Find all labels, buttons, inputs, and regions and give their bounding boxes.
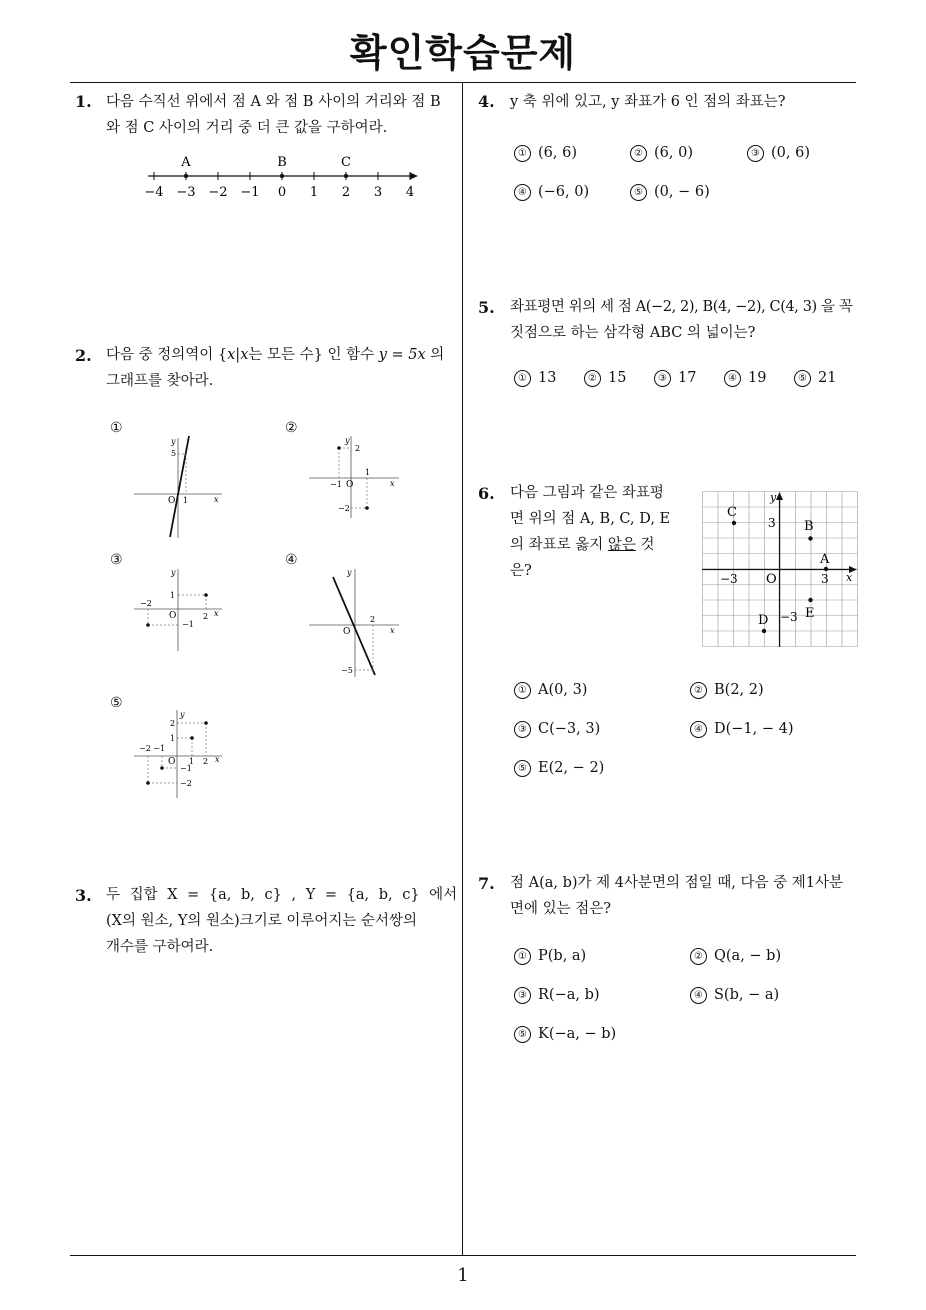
circled-one-icon: ① bbox=[514, 145, 531, 162]
circled-five-icon: ⑤ bbox=[630, 184, 647, 201]
q2-number: 2. bbox=[75, 346, 92, 365]
q1-number-line bbox=[140, 150, 430, 202]
q7-option-5[interactable]: ⑤ K(−a, − b) bbox=[514, 1026, 616, 1043]
svg-text:O: O bbox=[766, 572, 777, 587]
q5-number: 5. bbox=[478, 298, 495, 317]
q6-number: 6. bbox=[478, 484, 495, 503]
q6-option-5[interactable]: ⑤ E(2, − 2) bbox=[514, 760, 604, 777]
circled-three-icon: ③ bbox=[747, 145, 764, 162]
svg-text:−1: −1 bbox=[182, 620, 194, 629]
q7-option-1[interactable]: ① P(b, a) bbox=[514, 948, 586, 965]
svg-text:2: 2 bbox=[170, 719, 176, 728]
svg-text:y: y bbox=[180, 710, 185, 719]
q7-option-2[interactable]: ② Q(a, − b) bbox=[690, 948, 781, 965]
svg-text:y: y bbox=[345, 436, 350, 445]
q5-text: 좌표평면 위의 세 점 A(−2, 2), B(4, −2), C(4, 3) 을 꼭 짓점으로 하는 삼각형 ABC 의 넓이는? bbox=[510, 299, 853, 341]
circled-three-icon: ③ bbox=[514, 721, 531, 738]
number-line-tick-label: 2 bbox=[341, 185, 351, 200]
page-title: 확인학습문제 bbox=[349, 31, 577, 75]
number-line-point-label: B bbox=[277, 155, 287, 170]
point-A-label: A bbox=[820, 552, 830, 567]
q4-option-5[interactable]: ⑤ (0, − 6) bbox=[630, 184, 710, 201]
svg-text:−5: −5 bbox=[341, 666, 353, 675]
circled-five-icon: ⑤ bbox=[514, 760, 531, 777]
q7-text: 점 A(a, b)가 제 4사분면의 점일 때, 다음 중 제1사분 면에 있는 점은? bbox=[510, 875, 843, 917]
q4-option-4[interactable]: ④ (−6, 0) bbox=[514, 184, 589, 201]
svg-text:x: x bbox=[846, 571, 853, 584]
circled-four-icon: ④ bbox=[514, 184, 531, 201]
number-line-tick-label: −3 bbox=[176, 185, 196, 200]
number-line-tick-label: −2 bbox=[208, 185, 228, 200]
number-line-point bbox=[280, 174, 284, 178]
svg-text:−2: −2 bbox=[180, 779, 192, 788]
q4-text: y 축 위에 있고, y 좌표가 6 인 점의 좌표는? bbox=[510, 94, 786, 110]
q2-graph-4-label: ④ bbox=[285, 552, 298, 568]
number-line-point-label: C bbox=[341, 155, 351, 170]
circled-one-icon: ① bbox=[514, 370, 531, 387]
q2-graph-1-label: ① bbox=[110, 420, 123, 436]
svg-text:2: 2 bbox=[203, 757, 209, 766]
q4-option-3[interactable]: ③ (0, 6) bbox=[747, 145, 810, 162]
q4-option-1[interactable]: ① (6, 6) bbox=[514, 145, 577, 162]
svg-text:y: y bbox=[770, 491, 777, 504]
number-line-tick-label: 4 bbox=[405, 185, 415, 200]
column-divider bbox=[462, 83, 463, 1255]
q3-text: 두 집합 X = {a, b, c} , Y = {a, b, c} 에서 (X의 원소, Y의 원소)크기로 이루어지는 순서쌍의 개수를 구하여라. bbox=[106, 887, 458, 955]
svg-text:O: O bbox=[343, 627, 351, 637]
circled-three-icon: ③ bbox=[514, 987, 531, 1004]
circled-four-icon: ④ bbox=[690, 987, 707, 1004]
bottom-rule bbox=[70, 1255, 856, 1256]
svg-text:2: 2 bbox=[370, 615, 376, 624]
q6-option-1[interactable]: ① A(0, 3) bbox=[514, 682, 587, 699]
q2-graph-3 bbox=[130, 565, 230, 655]
q7-option-4[interactable]: ④ S(b, − a) bbox=[690, 987, 779, 1004]
circled-three-icon: ③ bbox=[654, 370, 671, 387]
point-E-label: E bbox=[805, 606, 815, 621]
q6-emphasis: 않은 bbox=[607, 537, 636, 553]
q2-graph-1 bbox=[130, 432, 230, 542]
q6-coordinate-grid bbox=[702, 491, 858, 647]
svg-text:x: x bbox=[390, 479, 395, 488]
svg-text:O: O bbox=[346, 480, 354, 490]
circled-five-icon: ⑤ bbox=[514, 1026, 531, 1043]
svg-text:x: x bbox=[390, 626, 395, 635]
q2-graph-4 bbox=[305, 565, 405, 680]
svg-text:−2: −2 bbox=[338, 504, 350, 513]
q5-option-1[interactable]: ① 13 bbox=[514, 370, 556, 387]
q5-option-5[interactable]: ⑤ 21 bbox=[794, 370, 836, 387]
q4-number: 4. bbox=[478, 92, 495, 111]
svg-text:−2 −1: −2 −1 bbox=[139, 744, 166, 753]
svg-text:2: 2 bbox=[203, 612, 209, 621]
svg-text:2: 2 bbox=[355, 444, 361, 453]
number-line-tick-label: 1 bbox=[309, 185, 319, 200]
svg-text:y: y bbox=[171, 568, 176, 577]
circled-five-icon: ⑤ bbox=[794, 370, 811, 387]
point-D-label: D bbox=[758, 613, 769, 628]
q5-option-3[interactable]: ③ 17 bbox=[654, 370, 696, 387]
svg-text:x: x bbox=[215, 755, 220, 764]
page-number: 1 bbox=[457, 1265, 469, 1286]
number-line-tick-label: 0 bbox=[277, 185, 287, 200]
q5-option-4[interactable]: ④ 19 bbox=[724, 370, 766, 387]
q2-text: 다음 중 정의역이 {x|x는 모든 수} 인 함수 y = 5x 의 그래프를 찾아라. bbox=[106, 347, 445, 389]
svg-text:5: 5 bbox=[171, 449, 177, 458]
svg-text:1: 1 bbox=[183, 496, 189, 505]
q2-graph-5-label: ⑤ bbox=[110, 695, 123, 711]
circled-two-icon: ② bbox=[690, 948, 707, 965]
circled-four-icon: ④ bbox=[724, 370, 741, 387]
number-line-point bbox=[344, 174, 348, 178]
q4-option-2[interactable]: ② (6, 0) bbox=[630, 145, 693, 162]
q6-text: 다음 그림과 같은 좌표평 면 위의 점 A, B, C, D, E 의 좌표로 옳지 않은 것 은? bbox=[510, 485, 671, 579]
q7-option-3[interactable]: ③ R(−a, b) bbox=[514, 987, 600, 1004]
svg-text:−3: −3 bbox=[720, 572, 738, 586]
svg-text:y: y bbox=[347, 568, 352, 577]
number-line-tick-label: 3 bbox=[373, 185, 383, 200]
q5-option-2[interactable]: ② 15 bbox=[584, 370, 626, 387]
point-B-label: B bbox=[804, 519, 814, 534]
point-C-label: C bbox=[727, 505, 737, 520]
number-line-tick-label: −1 bbox=[240, 185, 260, 200]
svg-text:1: 1 bbox=[365, 468, 371, 477]
svg-text:x: x bbox=[214, 495, 219, 504]
svg-text:3: 3 bbox=[821, 572, 829, 586]
svg-text:−1: −1 bbox=[330, 480, 342, 489]
svg-text:O: O bbox=[168, 757, 176, 767]
circled-one-icon: ① bbox=[514, 948, 531, 965]
q2-graph-2-label: ② bbox=[285, 420, 298, 436]
svg-text:x: x bbox=[214, 609, 219, 618]
svg-text:y: y bbox=[171, 437, 176, 446]
svg-text:1: 1 bbox=[170, 734, 176, 743]
svg-text:−1: −1 bbox=[180, 764, 192, 773]
circled-one-icon: ① bbox=[514, 682, 531, 699]
svg-text:3: 3 bbox=[768, 516, 776, 530]
number-line-tick-label: −4 bbox=[144, 185, 164, 200]
circled-two-icon: ② bbox=[584, 370, 601, 387]
circled-two-icon: ② bbox=[690, 682, 707, 699]
q2-graph-2 bbox=[305, 432, 405, 522]
q2-graph-3-label: ③ bbox=[110, 552, 123, 568]
svg-text:1: 1 bbox=[170, 591, 176, 600]
q6-option-3[interactable]: ③ C(−3, 3) bbox=[514, 721, 600, 738]
svg-text:−2: −2 bbox=[140, 599, 152, 608]
number-line-point bbox=[184, 174, 188, 178]
q6-option-4[interactable]: ④ D(−1, − 4) bbox=[690, 721, 794, 738]
circled-four-icon: ④ bbox=[690, 721, 707, 738]
q3-number: 3. bbox=[75, 886, 92, 905]
circled-two-icon: ② bbox=[630, 145, 647, 162]
number-line-point-label: A bbox=[181, 155, 191, 170]
svg-text:1: 1 bbox=[189, 757, 195, 766]
svg-text:O: O bbox=[169, 611, 177, 621]
q2-graph-5 bbox=[130, 706, 230, 801]
q7-number: 7. bbox=[478, 874, 495, 893]
svg-text:−3: −3 bbox=[780, 610, 798, 624]
top-rule bbox=[70, 82, 856, 83]
svg-text:O: O bbox=[168, 496, 176, 506]
q6-option-2[interactable]: ② B(2, 2) bbox=[690, 682, 764, 699]
q1-number: 1. bbox=[75, 92, 92, 111]
q1-text: 다음 수직선 위에서 점 A 와 점 B 사이의 거리와 점 B 와 점 C 사이의 거리 중 더 큰 값을 구하여라. bbox=[106, 94, 441, 136]
